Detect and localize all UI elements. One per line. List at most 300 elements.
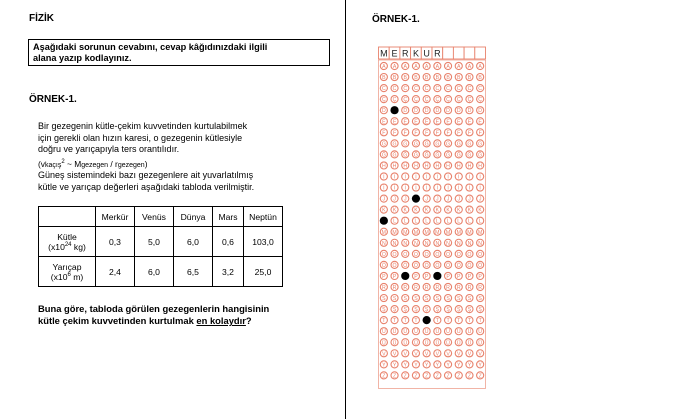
bubble-letter: U <box>424 329 429 336</box>
bubble-letter: M <box>392 229 397 236</box>
bubble-letter: V <box>478 351 482 358</box>
bubble-letter: M <box>381 229 387 236</box>
bubble-letter: Ş <box>403 307 407 314</box>
bubble-letter: Ş <box>478 307 482 314</box>
table-cell: 103,0 <box>244 227 283 257</box>
answer-letter-box <box>464 47 475 59</box>
bubble-letter: G <box>381 141 386 148</box>
bubble-letter: D <box>467 108 472 115</box>
bubble-letter: L <box>425 218 429 225</box>
bubble-letter: B <box>457 75 461 82</box>
bubble-letter: B <box>382 75 386 82</box>
bubble-letter: L <box>468 218 471 225</box>
bubble-letter: O <box>392 251 397 258</box>
bubble-letter: F <box>457 130 461 137</box>
bubble-letter: Ğ <box>424 152 429 159</box>
bubble-letter: S <box>457 296 461 303</box>
bubble-letter: A <box>435 64 440 70</box>
table-cell: 25,0 <box>244 257 283 287</box>
bubble-letter: F <box>403 130 407 137</box>
bubble-letter: H <box>392 163 397 170</box>
row-label-radius: Yarıçap ($x10^6$ m) <box>39 257 96 287</box>
bubble-letter: İ <box>458 185 460 192</box>
bubble-letter: Z <box>435 373 439 380</box>
bubble-letter: I <box>415 174 417 181</box>
bubble-letter: Z <box>382 373 386 380</box>
bubble-letter: Y <box>457 362 461 369</box>
bubble-letter: V <box>414 351 418 358</box>
bubble-letter: J <box>393 196 396 203</box>
bubble-letter: S <box>403 296 407 303</box>
instruction-box <box>28 39 330 66</box>
bubble-letter: P <box>457 273 461 280</box>
table-cell: 2,4 <box>96 257 135 287</box>
bubble-letter: Ş <box>382 307 386 314</box>
bubble-letter: Ş <box>435 307 440 314</box>
bubble-letter: P <box>382 273 386 280</box>
bubble-letter: I <box>425 174 428 181</box>
bubble-letter: H <box>435 163 440 170</box>
bubble-letter: K <box>457 207 461 214</box>
bubble-letter: E <box>382 119 386 126</box>
bubble-letter: L <box>478 218 482 225</box>
bubble-letter: R <box>392 285 397 291</box>
bubble-letter: E <box>446 119 450 126</box>
bubble-letter: A <box>446 64 450 70</box>
bubble-letter: O <box>381 251 386 258</box>
bubble-letter: Y <box>478 362 482 369</box>
answer-letter-box <box>475 47 486 59</box>
bubble-filled[interactable] <box>390 106 398 114</box>
bubble-letter: Y <box>424 362 429 369</box>
bubble-letter: Ğ <box>413 152 418 159</box>
answer-letter-box <box>443 47 454 59</box>
formula: (vkaçış$^2$ ~ Mgezegen / rgezegen) <box>38 159 148 169</box>
bubble-letter: M <box>435 229 440 236</box>
bubble-letter: A <box>478 64 482 70</box>
bubble-letter: Ğ <box>456 152 461 159</box>
bubble-letter: V <box>403 351 407 358</box>
page-divider <box>345 0 346 419</box>
table-cell: 0,6 <box>213 227 244 257</box>
bubble-letter: İ <box>436 185 439 192</box>
bubble-letter: F <box>425 130 429 137</box>
bubble-letter: F <box>446 130 450 137</box>
table-cell: 3,2 <box>213 257 244 287</box>
paragraph-line: kütle ve yarıçap değerleri aşağıdaki tabloda verilmiştir. <box>38 181 255 192</box>
bubble-letter: Ş <box>414 307 418 314</box>
bubble-letter: T <box>435 318 439 325</box>
bubble-letter: S <box>414 296 418 303</box>
bubble-letter: N <box>392 240 397 247</box>
bubble-letter: N <box>424 240 429 247</box>
bubble-letter: R <box>456 285 461 291</box>
bubble-letter: D <box>403 108 408 115</box>
bubble-letter: Z <box>414 373 418 380</box>
bubble-letter: F <box>414 130 418 137</box>
bubble-letter: İ <box>415 185 417 192</box>
bubble-letter: B <box>403 75 407 82</box>
bubble-letter: O <box>456 251 461 258</box>
bubble-letter: E <box>414 119 418 126</box>
bubble-letter: L <box>457 218 461 225</box>
bubble-letter: K <box>435 207 440 214</box>
answer-letter-box <box>453 47 464 59</box>
bubble-letter: V <box>435 351 440 358</box>
bubble-letter: Ö <box>381 262 386 269</box>
bubble-letter: P <box>478 273 482 280</box>
bubble-letter: Z <box>467 373 472 380</box>
bubble-letter: G <box>392 141 397 148</box>
bubble-letter: R <box>424 285 429 291</box>
bubble-letter: T <box>403 318 407 325</box>
bubble-letter: O <box>446 251 451 258</box>
bubble-letter: Ö <box>446 262 451 269</box>
bubble-letter: U <box>392 329 397 336</box>
bubble-letter: C <box>403 86 408 93</box>
bubble-letter: F <box>382 130 386 137</box>
bubble-letter: Ü <box>435 340 440 347</box>
bubble-letter: G <box>456 141 461 148</box>
bubble-letter: C <box>456 86 461 93</box>
answer-letter: E <box>391 48 398 59</box>
bubble-letter: I <box>404 174 406 181</box>
bubble-letter: U <box>435 329 440 336</box>
bubble-letter: U <box>478 329 483 336</box>
bubble-letter: Y <box>435 362 440 369</box>
bubble-letter: R <box>446 285 450 291</box>
paragraph-line: Bir gezegenin kütle-çekim kuvvetinden kurtulabilmek <box>38 121 248 131</box>
bubble-letter: D <box>456 108 461 115</box>
table-header: Venüs <box>135 207 174 227</box>
bubble-letter: İ <box>468 185 471 192</box>
bubble-letter: E <box>478 119 482 126</box>
bubble-letter: R <box>467 285 472 291</box>
row-label-mass: Kütle ($x10^{24}$ kg) <box>39 227 96 257</box>
bubble-letter: O <box>413 251 418 258</box>
bubble-letter: A <box>467 64 472 70</box>
answer-bubble-grid[interactable] <box>378 46 486 400</box>
bubble-letter: Ç <box>403 97 408 104</box>
bubble-letter: H <box>424 163 429 170</box>
bubble-letter: D <box>424 108 429 115</box>
bubble-letter: O <box>435 251 440 258</box>
bubble-letter: Ç <box>392 97 397 104</box>
bubble-letter: Ç <box>467 97 472 104</box>
bubble-letter: C <box>381 86 386 93</box>
bubble-letter: Ü <box>456 340 461 347</box>
bubble-letter: B <box>467 75 472 82</box>
bubble-letter: Ğ <box>478 152 483 159</box>
bubble-letter: R <box>414 285 418 291</box>
bubble-letter: İ <box>447 185 449 192</box>
bubble-letter: Ö <box>467 262 472 269</box>
table-cell: 6,5 <box>174 257 213 287</box>
bubble-letter: I <box>447 174 449 181</box>
bubble-letter: E <box>467 119 472 126</box>
bubble-letter: Y <box>392 362 397 369</box>
bubble-letter: Ü <box>392 340 397 347</box>
bubble-letter: Ğ <box>381 152 386 159</box>
bubble-letter: Ç <box>435 97 440 104</box>
paragraph-line: için gerekli olan hızın karesi, o gezegenin kütlesiyle <box>38 132 243 143</box>
bubble-letter: I <box>436 174 439 181</box>
bubble-letter: E <box>435 119 440 126</box>
bubble-letter: F <box>467 130 472 137</box>
bubble-letter: Z <box>392 373 397 380</box>
bubble-letter: C <box>424 86 429 93</box>
bubble-letter: K <box>424 207 429 214</box>
bubble-letter: D <box>478 108 483 115</box>
bubble-letter: K <box>382 207 386 214</box>
answer-letter: R <box>434 48 441 59</box>
bubble-letter: B <box>435 75 440 82</box>
bubble-letter: T <box>478 318 482 325</box>
bubble-letter: G <box>446 141 451 148</box>
bubble-letter: J <box>403 196 407 203</box>
bubble-letter: L <box>446 218 450 225</box>
bubble-letter: K <box>392 207 397 214</box>
bubble-letter: Ç <box>446 97 450 104</box>
bubble-letter: H <box>467 163 472 170</box>
bubble-letter: D <box>381 108 386 115</box>
bubble-letter: İ <box>404 185 406 192</box>
bubble-letter: J <box>468 196 471 203</box>
bubble-letter: S <box>392 296 397 303</box>
bubble-letter: Ö <box>403 262 408 269</box>
bubble-letter: G <box>424 141 429 148</box>
bubble-letter: D <box>446 108 450 115</box>
bubble-letter: Z <box>457 373 461 380</box>
table-cell: 6,0 <box>135 257 174 287</box>
bubble-letter: Ç <box>478 97 483 104</box>
bubble-letter: Ş <box>424 307 429 314</box>
bubble-letter: G <box>478 141 483 148</box>
bubble-letter: P <box>414 273 418 280</box>
bubble-letter: Y <box>403 362 407 369</box>
bubble-letter: Ü <box>467 340 472 347</box>
bubble-letter: V <box>446 351 450 358</box>
bubble-letter: C <box>478 86 483 93</box>
bubble-letter: U <box>456 329 461 336</box>
bubble-letter: S <box>478 296 482 303</box>
bubble-letter: H <box>403 163 408 170</box>
bubble-letter: Y <box>382 362 386 369</box>
bubble-letter: F <box>435 130 439 137</box>
bubble-letter: J <box>425 196 428 203</box>
bubble-letter: H <box>381 163 386 170</box>
bubble-letter: Ü <box>446 340 450 347</box>
bubble-letter: N <box>467 240 472 247</box>
bubble-letter: Ö <box>424 262 429 269</box>
example-title: ÖRNEK-1. <box>29 94 77 105</box>
table-header: Dünya <box>174 207 213 227</box>
bubble-letter: I <box>383 174 385 181</box>
table-header: Mars <box>213 207 244 227</box>
bubble-letter: Ü <box>403 340 408 347</box>
bubble-letter: I <box>479 174 481 181</box>
bubble-letter: S <box>424 296 429 303</box>
bubble-letter: R <box>403 285 408 291</box>
bubble-letter: Z <box>446 373 450 380</box>
bubble-letter: L <box>414 218 418 225</box>
bubble-letter: İ <box>425 185 428 192</box>
bubble-letter: N <box>414 240 418 247</box>
bubble-letter: B <box>424 75 429 82</box>
bubble-letter: T <box>457 318 461 325</box>
answer-letter: K <box>412 48 419 59</box>
bubble-letter: V <box>467 351 472 358</box>
bubble-letter: Ü <box>478 340 483 347</box>
paragraph-line: doğru ve yarıçapıyla ters orantılıdır. <box>38 144 180 154</box>
bubble-letter: S <box>467 296 472 303</box>
bubble-letter: A <box>414 64 418 70</box>
question-paragraph-2 <box>38 170 254 193</box>
bubble-letter: Ç <box>424 97 429 104</box>
bubble-letter: E <box>392 119 397 126</box>
bubble-letter: Ç <box>381 97 386 104</box>
bubble-letter: J <box>446 196 450 203</box>
bubble-letter: B <box>392 75 397 82</box>
bubble-letter: T <box>446 318 450 325</box>
bubble-letter: D <box>414 108 418 115</box>
bubble-filled[interactable] <box>433 272 441 280</box>
bubble-letter: F <box>392 130 397 137</box>
instruction-line: Aşağıdaki sorunun cevabını, cevap kâğıdınızdaki ilgili <box>33 42 268 52</box>
bubble-letter: N <box>478 240 483 247</box>
paragraph-line: Güneş sistemindeki bazı gezegenlere ait yuvarlatılmış <box>38 170 254 180</box>
bubble-letter: J <box>457 196 461 203</box>
subject-title: FİZİK <box>29 13 54 24</box>
bubble-letter: U <box>403 329 408 336</box>
bubble-letter: Y <box>467 362 472 369</box>
bubble-letter: J <box>478 196 482 203</box>
answer-sheet-title: ÖRNEK-1. <box>372 14 420 25</box>
bubble-letter: C <box>435 86 440 93</box>
planet-table <box>38 206 283 287</box>
bubble-letter: C <box>414 86 418 93</box>
bubble-filled[interactable] <box>380 217 388 225</box>
bubble-letter: Ğ <box>446 152 451 159</box>
bubble-letter: S <box>435 296 440 303</box>
bubble-letter: N <box>446 240 450 247</box>
bubble-letter: T <box>382 318 386 325</box>
bubble-letter: Ğ <box>467 152 472 159</box>
bubble-letter: İ <box>479 185 481 192</box>
bubble-letter: A <box>392 64 397 70</box>
bubble-letter: K <box>414 207 418 214</box>
bubble-letter: Ç <box>414 97 418 104</box>
bubble-letter: U <box>446 329 450 336</box>
bubble-letter: A <box>403 64 407 70</box>
bubble-letter: V <box>382 351 386 358</box>
bubble-letter: M <box>456 229 461 236</box>
question-paragraph <box>38 121 247 156</box>
bubble-letter: Ö <box>456 262 461 269</box>
table-cell: 6,0 <box>174 227 213 257</box>
bubble-letter: Y <box>414 362 418 369</box>
bubble-letter: C <box>467 86 472 93</box>
bubble-letter: H <box>478 163 483 170</box>
bubble-letter: J <box>436 196 439 203</box>
bubble-letter: C <box>446 86 450 93</box>
bubble-letter: I <box>393 174 396 181</box>
bubble-letter: Ö <box>392 262 397 269</box>
bubble-letter: Ö <box>413 262 418 269</box>
bubble-letter: M <box>445 229 451 236</box>
bubble-letter: P <box>424 273 429 280</box>
bubble-letter: Z <box>425 373 429 380</box>
bubble-letter: M <box>403 229 408 236</box>
bubble-letter: J <box>382 196 386 203</box>
bubble-letter: U <box>381 329 386 336</box>
bubble-letter: M <box>413 229 419 236</box>
bubble-letter: E <box>403 119 407 126</box>
answer-letter: M <box>380 48 388 59</box>
bubble-letter: V <box>424 351 429 358</box>
bubble-filled[interactable] <box>412 195 420 203</box>
bubble-letter: B <box>446 75 450 82</box>
bubble-letter: O <box>424 251 429 258</box>
bubble-letter: T <box>414 318 418 325</box>
bubble-letter: U <box>414 329 418 336</box>
bubble-letter: N <box>381 240 386 247</box>
bubble-letter: B <box>414 75 418 82</box>
table-header: Neptün <box>244 207 283 227</box>
bubble-letter: M <box>477 229 483 236</box>
bubble-letter: G <box>435 141 440 148</box>
bubble-letter: Ü <box>381 340 386 347</box>
bubble-letter: A <box>382 64 386 70</box>
bubble-letter: E <box>457 119 461 126</box>
bubble-letter: S <box>382 296 386 303</box>
bubble-letter: P <box>392 273 397 280</box>
bubble-letter: Ş <box>446 307 450 314</box>
bubble-letter: G <box>467 141 472 148</box>
bubble-letter: Ö <box>478 262 483 269</box>
bubble-letter: Ş <box>457 307 461 314</box>
bubble-letter: S <box>446 296 450 303</box>
bubble-letter: Ğ <box>435 152 440 159</box>
table-header: Merkür <box>96 207 135 227</box>
bubble-letter: L <box>435 218 439 225</box>
bubble-letter: D <box>435 108 440 115</box>
bubble-letter: A <box>457 64 461 70</box>
table-cell: 0,3 <box>96 227 135 257</box>
bubble-letter: T <box>392 318 397 325</box>
bubble-letter: I <box>468 174 471 181</box>
bubble-letter: Ğ <box>392 152 397 159</box>
bubble-letter: P <box>467 273 472 280</box>
bubble-filled[interactable] <box>401 272 409 280</box>
bubble-letter: Ğ <box>403 152 408 159</box>
bubble-letter: K <box>403 207 407 214</box>
table-cell: 5,0 <box>135 227 174 257</box>
answer-letter: U <box>423 48 430 59</box>
bubble-letter: G <box>403 141 408 148</box>
bubble-letter: Z <box>478 373 482 380</box>
bubble-letter: Ş <box>392 307 397 314</box>
bubble-letter: G <box>413 141 418 148</box>
question-text: Buna göre, tabloda görülen gezegenlerin hangisinin kütle çekim kuvvetinden kurtulmak en kolaydır? <box>38 303 270 326</box>
bubble-letter: C <box>392 86 397 93</box>
bubble-letter: V <box>392 351 397 358</box>
bubble-letter: K <box>467 207 472 214</box>
bubble-letter: E <box>424 119 429 126</box>
bubble-letter: L <box>393 218 396 225</box>
bubble-letter: R <box>478 285 483 291</box>
bubble-filled[interactable] <box>423 316 431 324</box>
